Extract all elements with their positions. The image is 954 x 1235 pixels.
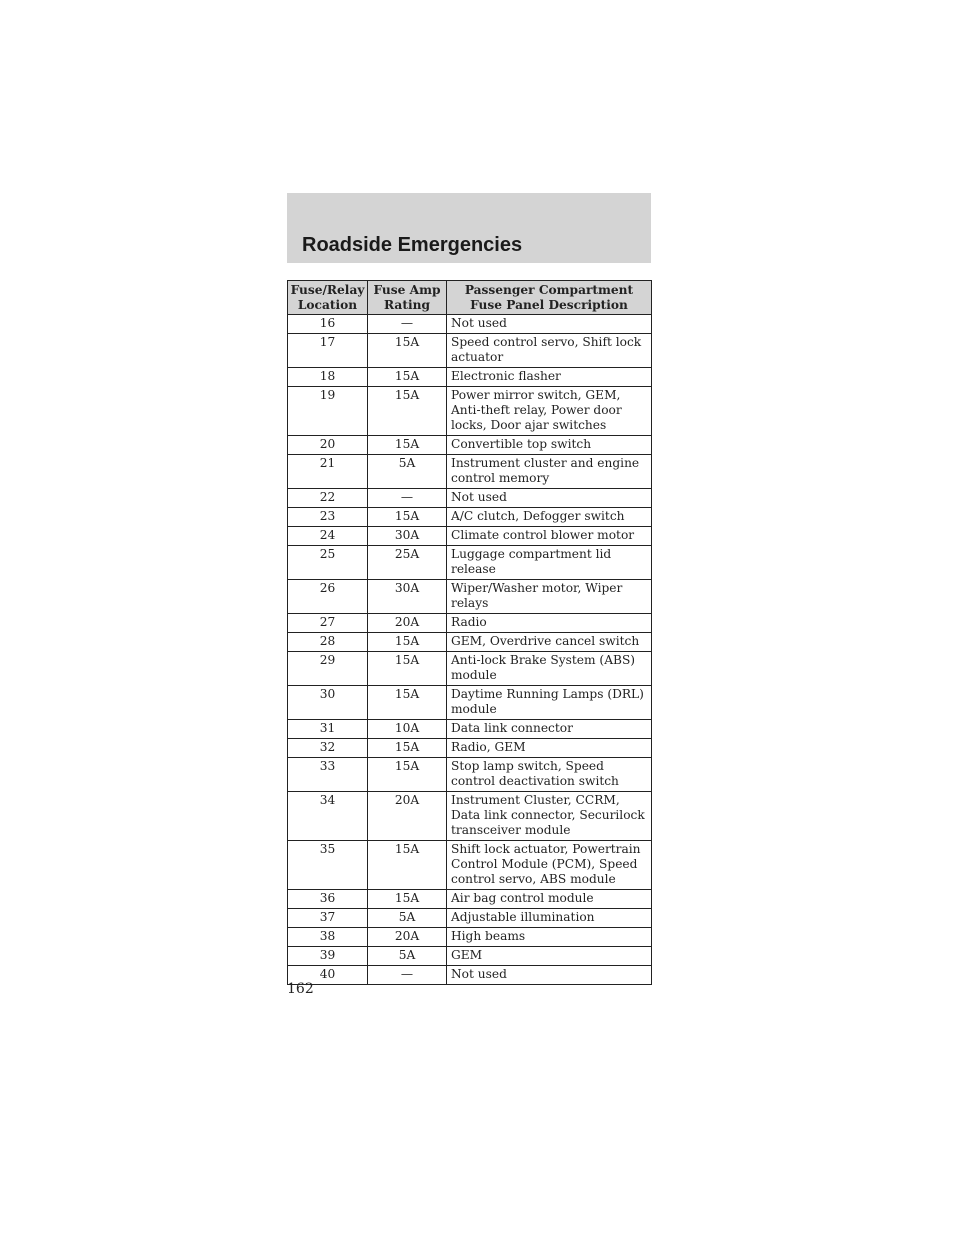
fuse-rating-cell: 15A [368,890,447,909]
fuse-description-cell: Air bag control module [447,890,652,909]
section-title: Roadside Emergencies [302,234,523,256]
fuse-location-cell: 20 [288,436,368,455]
fuse-rating-cell: 15A [368,387,447,436]
fuse-location-cell: 30 [288,686,368,720]
table-row [288,739,652,758]
fuse-description-cell: GEM [447,947,652,966]
fuse-description-cell: Not used [447,966,652,985]
table-row [288,508,652,527]
fuse-description-cell: Convertible top switch [447,436,652,455]
fuse-description-cell: Not used [447,315,652,334]
fuse-description-cell: Adjustable illumination [447,909,652,928]
fuse-rating-cell: 30A [368,527,447,546]
fuse-table-body [288,315,652,985]
fuse-location-cell: 24 [288,527,368,546]
fuse-description-cell: Anti-lock Brake System (ABS) module [447,652,652,686]
fuse-location-cell: 16 [288,315,368,334]
fuse-description-cell: Instrument Cluster, CCRM, Data link connector, Securilock transceiver module [447,792,652,841]
table-row [288,614,652,633]
fuse-location-cell: 27 [288,614,368,633]
table-row [288,966,652,985]
fuse-description-cell: Not used [447,489,652,508]
fuse-table-header [288,281,652,315]
fuse-location-cell: 34 [288,792,368,841]
fuse-description-cell: Speed control servo, Shift lock actuator [447,334,652,368]
fuse-location-cell: 40 [288,966,368,985]
fuse-description-cell: Climate control blower motor [447,527,652,546]
table-row [288,792,652,841]
fuse-description-cell: Power mirror switch, GEM, Anti-theft relay, Power door locks, Door ajar switches [447,387,652,436]
fuse-description-cell: Instrument cluster and engine control memory [447,455,652,489]
fuse-location-cell: 23 [288,508,368,527]
fuse-rating-cell: 30A [368,580,447,614]
fuse-description-cell: Stop lamp switch, Speed control deactivation switch [447,758,652,792]
table-row [288,368,652,387]
fuse-rating-cell: 15A [368,334,447,368]
fuse-location-cell: 17 [288,334,368,368]
column-header-rating: Fuse Amp Rating [368,281,447,315]
fuse-rating-cell: 20A [368,928,447,947]
table-row [288,455,652,489]
column-header-location: Fuse/Relay Location [288,281,368,315]
table-row [288,758,652,792]
table-row [288,633,652,652]
table-row [288,387,652,436]
fuse-rating-cell: 15A [368,841,447,890]
fuse-location-cell: 22 [288,489,368,508]
section-header-band [287,193,651,263]
table-row [288,909,652,928]
fuse-rating-cell: 15A [368,436,447,455]
table-row [288,841,652,890]
fuse-location-cell: 21 [288,455,368,489]
fuse-location-cell: 19 [288,387,368,436]
fuse-location-cell: 39 [288,947,368,966]
fuse-description-cell: GEM, Overdrive cancel switch [447,633,652,652]
fuse-rating-cell: 15A [368,686,447,720]
fuse-rating-cell: 15A [368,368,447,387]
fuse-description-cell: Radio [447,614,652,633]
page-number: 162 [287,981,314,997]
table-row [288,947,652,966]
fuse-description-cell: Luggage compartment lid release [447,546,652,580]
table-row [288,652,652,686]
fuse-location-cell: 37 [288,909,368,928]
table-row [288,928,652,947]
table-row [288,546,652,580]
fuse-location-cell: 32 [288,739,368,758]
fuse-rating-cell: 5A [368,947,447,966]
fuse-location-cell: 36 [288,890,368,909]
fuse-rating-cell: 15A [368,739,447,758]
fuse-rating-cell: — [368,489,447,508]
table-row [288,334,652,368]
fuse-location-cell: 18 [288,368,368,387]
fuse-rating-cell: 25A [368,546,447,580]
fuse-location-cell: 35 [288,841,368,890]
fuse-location-cell: 26 [288,580,368,614]
table-row [288,890,652,909]
fuse-location-cell: 38 [288,928,368,947]
table-row [288,315,652,334]
fuse-rating-cell: 20A [368,792,447,841]
fuse-rating-cell: 5A [368,455,447,489]
fuse-description-cell: Daytime Running Lamps (DRL) module [447,686,652,720]
fuse-table [287,280,652,985]
table-row [288,527,652,546]
fuse-rating-cell: 15A [368,633,447,652]
table-row [288,580,652,614]
fuse-description-cell: Wiper/Washer motor, Wiper relays [447,580,652,614]
fuse-rating-cell: 15A [368,508,447,527]
fuse-location-cell: 28 [288,633,368,652]
table-row [288,720,652,739]
fuse-location-cell: 33 [288,758,368,792]
fuse-description-cell: High beams [447,928,652,947]
fuse-location-cell: 31 [288,720,368,739]
fuse-location-cell: 29 [288,652,368,686]
fuse-rating-cell: 20A [368,614,447,633]
fuse-description-cell: Data link connector [447,720,652,739]
fuse-rating-cell: 10A [368,720,447,739]
fuse-rating-cell: — [368,966,447,985]
table-row [288,489,652,508]
fuse-description-cell: Electronic flasher [447,368,652,387]
fuse-description-cell: Shift lock actuator, Powertrain Control Module (PCM), Speed control servo, ABS module [447,841,652,890]
fuse-description-cell: Radio, GEM [447,739,652,758]
table-row [288,436,652,455]
header-row [288,281,652,315]
fuse-rating-cell: 15A [368,758,447,792]
table-row [288,686,652,720]
fuse-description-cell: A/C clutch, Defogger switch [447,508,652,527]
fuse-rating-cell: 5A [368,909,447,928]
fuse-rating-cell: 15A [368,652,447,686]
column-header-description: Passenger Compartment Fuse Panel Description [447,281,652,315]
fuse-location-cell: 25 [288,546,368,580]
fuse-rating-cell: — [368,315,447,334]
